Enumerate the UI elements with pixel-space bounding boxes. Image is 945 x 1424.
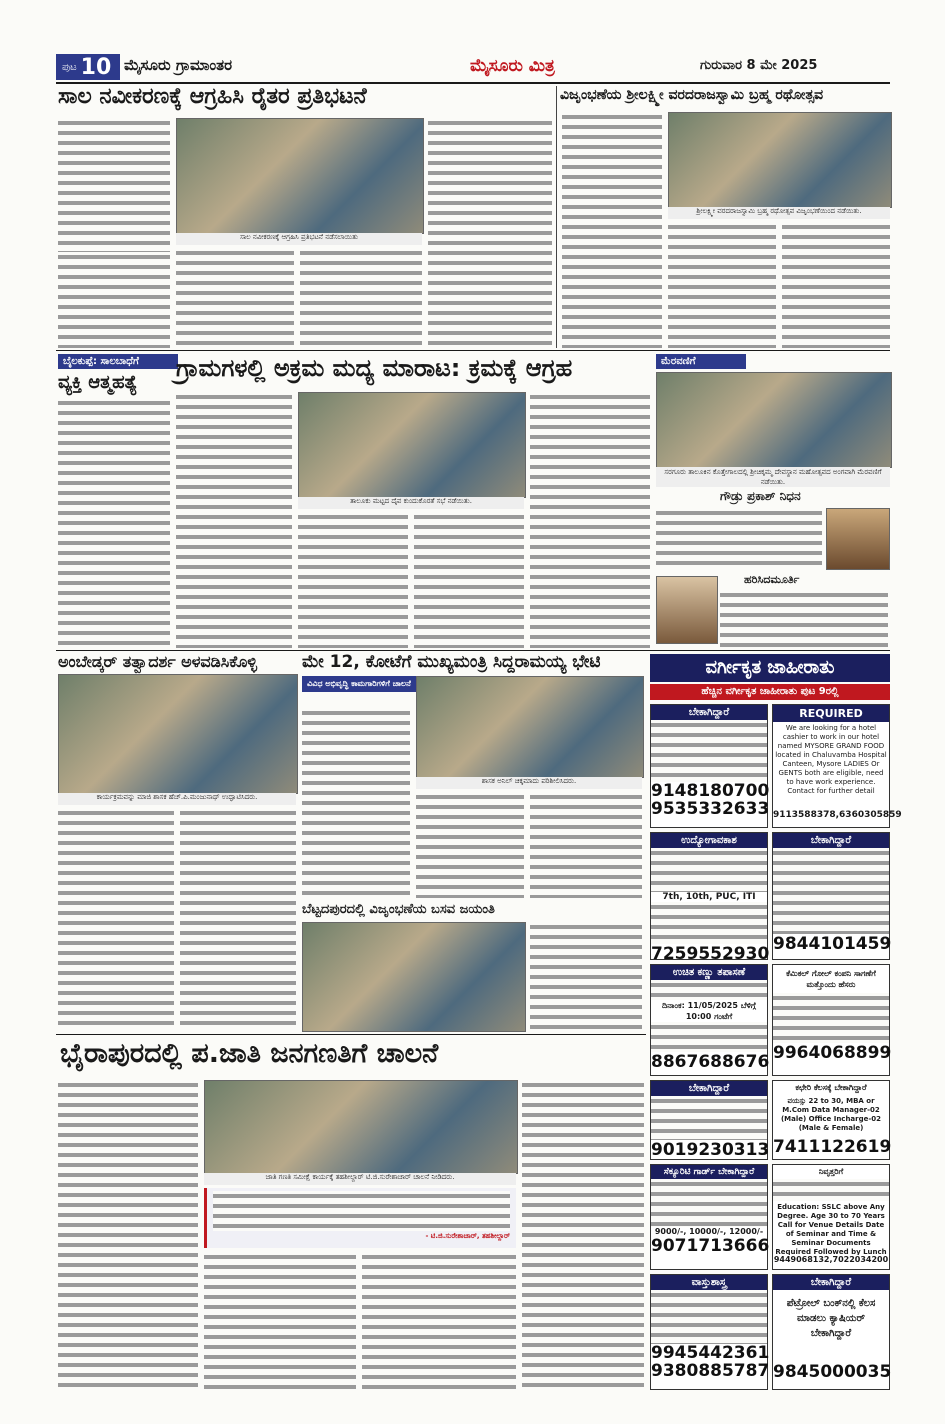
ad-title: ಕಛೇರಿ ಕೆಲಸಕ್ಕೆ ಬೇಕಾಗಿದ್ದಾರೆ	[795, 1083, 867, 1092]
article-body	[58, 398, 170, 648]
label-procession: ಮೆರವಣಿಗೆ	[656, 354, 746, 369]
quote-author: - ಟಿ.ಜಿ.ಸುರೇಶಾಚಾರ್, ತಹಶೀಲ್ದಾರ್	[425, 1232, 510, 1240]
article-body	[720, 590, 888, 648]
headline-loan: ಸಾಲ ನವೀಕರಣಕ್ಕೆ ಆಗ್ರಹಿಸಿ ರೈತರ ಪ್ರತಿಭಟನೆ	[58, 84, 367, 109]
ad-phone: 9844101459	[773, 934, 892, 954]
headline-cm-visit: ಮೇ 12, ಕೋಟೆಗೆ ಮುಖ್ಯಮಂತ್ರಿ ಸಿದ್ದರಾಮಯ್ಯ ಭೇಟಿ	[302, 652, 601, 672]
procession-photo	[656, 372, 892, 468]
classified-ad	[772, 1274, 890, 1390]
photo-caption: ಶ್ರೀಲಕ್ಷ್ಮೀ ವರದರಾಜಸ್ವಾಮಿ ಬ್ರಹ್ಮ ರಥೋತ್ಸವ ವಿಜೃಂಭಣೆಯಿಂದ ನಡೆಯಿತು.	[668, 207, 890, 219]
article-body	[58, 252, 170, 348]
ad-title: ಬೇಕಾಗಿದ್ದಾರೆ	[651, 705, 767, 720]
photo-caption: ಸರಗೂರು ತಾಲೂಕಿನ ಕೊತ್ತೇಗಾಲದಲ್ಲಿ ಶ್ರೀಚಿಕ್ಕಮ್ಮ ದೇವಸ್ಥಾನ ಮಹೋತ್ಸವದ ಅಂಗವಾಗಿ ಮೆರವಣಿಗೆ ನಡೆಯಿತು.	[656, 467, 890, 487]
ad-title: ಉಚಿತ ಕಣ್ಣು ತಪಾಸಣೆ	[651, 965, 767, 980]
photo-caption: ಜಾತಿ ಗಣತಿ ಸಮೀಕ್ಷೆ ಕಾರ್ಯಕ್ಕೆ ತಹಶೀಲ್ದಾರ್ ಟಿ.ಜಿ.ಸುರೇಶಾಚಾರ್ ಚಾಲನೆ ನೀಡಿದರು.	[204, 1173, 516, 1185]
ad-phone: 9845000035	[773, 1362, 892, 1382]
photo-caption: ತಾಲೂಕು ಮಟ್ಟದ ದೈವ ಕುಂದುಕೊರತೆ ಸಭೆ ನಡೆಯಿತು.	[298, 497, 524, 509]
classified-title: ವರ್ಗೀಕೃತ ಜಾಹೀರಾತು	[650, 654, 890, 682]
article-body	[668, 222, 776, 348]
article-body	[414, 512, 524, 648]
ad-body	[651, 1022, 767, 1052]
article-body	[180, 808, 296, 1030]
headline-suicide: ವ್ಯಕ್ತಿ ಆತ್ಮಹತ್ಯೆ	[58, 372, 138, 393]
classified-ad	[772, 704, 902, 828]
photo-caption: ಸಾಲ ನವೀಕರಣಕ್ಕೆ ಆಗ್ರಹಿಸಿ ಪ್ರತಿಭಟನೆ ನಡೆಸಲಾಯಿತು	[176, 233, 422, 245]
ad-body-text: 9000/-, 10000/-, 12000/-	[654, 1227, 764, 1236]
article-body	[58, 118, 170, 252]
ad-phone: 8867688676	[651, 1052, 770, 1072]
article-body	[530, 922, 642, 1030]
article-body	[58, 1080, 198, 1390]
ad-body-text: ದಿನಾಂಕ: 11/05/2025 ಬೆಳಿಗ್ಗೆ 10:00 ಗಂಟೆಗೆ	[662, 1001, 756, 1021]
article-body	[656, 508, 822, 568]
ad-title: REQUIRED	[773, 705, 889, 722]
article-body	[298, 512, 408, 648]
article-body	[782, 222, 890, 348]
ad-body	[773, 1179, 889, 1201]
ad-body	[651, 902, 767, 944]
headline-ambedkar: ಅಂಬೇಡ್ಕರ್ ತತ್ವಾದರ್ಶ ಅಳವಡಿಸಿಕೊಳ್ಳಿ	[58, 652, 258, 671]
classified-ad	[650, 1164, 768, 1270]
ad-phone: 9019230313	[651, 1140, 770, 1160]
ad-phone: 9148180700 9535332633	[651, 781, 770, 819]
ad-body	[651, 1290, 767, 1344]
ad-body: ಪೆಟ್ರೋಲ್ ಬಂಕ್‌ನಲ್ಲಿ ಕೆಲಸ ಮಾಡಲು ಕ್ಯಾಷಿಯರ್ ಬೇಕಾಗಿದ್ದಾರೆ	[786, 1298, 876, 1339]
ad-body	[651, 848, 767, 892]
page-number: 10	[80, 54, 112, 80]
ad-title: ಸೆಕ್ಯೂರಿಟಿ ಗಾರ್ಡ್ ಬೇಕಾಗಿದ್ದಾರೆ	[651, 1165, 767, 1179]
ad-title: ಬೇಕಾಗಿದ್ದಾರೆ	[773, 1275, 889, 1290]
article-body	[522, 1080, 644, 1390]
article-body	[416, 792, 524, 898]
portrait-photo	[826, 508, 890, 570]
page-number-box	[56, 54, 120, 80]
classified-ad	[772, 1080, 890, 1160]
classified-ad	[650, 1274, 768, 1390]
ad-title: ಉದ್ಯೋಗಾವಕಾಶ	[651, 833, 767, 848]
article-body	[530, 792, 642, 898]
quote-text	[213, 1191, 510, 1231]
article-body	[204, 1252, 356, 1390]
ad-phone: 7259552930	[651, 944, 770, 964]
section-title: ಮೈಸೂರು ಗ್ರಾಮಾಂತರ	[124, 56, 233, 74]
ad-title: ಬೇಕಾಗಿದ್ದಾರೆ	[773, 833, 889, 848]
ad-body: ವಯಸ್ಸು 22 to 30, MBA or M.Com Data Manager-02 (Male) Office Incharge-02 (Male & Female)	[780, 1097, 882, 1132]
article-body	[362, 1252, 516, 1390]
classified-ad	[650, 964, 768, 1076]
ad-body	[651, 1179, 767, 1227]
ad-body	[651, 1096, 767, 1140]
meeting-photo	[298, 392, 526, 498]
headline-liquor: ಗ್ರಾಮಗಳಲ್ಲಿ ಅಕ್ರಮ ಮದ್ಯ ಮಾರಾಟ: ಕ್ರಮಕ್ಕೆ ಆಗ್ರಹ	[176, 354, 573, 382]
ad-title: ಕೆಮಿಕಲ್ ಗೋಲ್ ಕಂಪನಿ ಸಾಗಣೆಗೆ ಮತ್ತೊಂದು ಹೆಸರು	[786, 969, 876, 989]
headline-obituary: ಹರಿಸಿದಮೂರ್ತಿ	[744, 573, 800, 586]
ad-body: We are looking for a hotel cashier to work in our hotel named MYSORE GRAND FOOD located in Chaluvamba Hospital Canteen, Mysore LADIES Or GENTS both are eligible, need to have work experience. Contact for further detail	[775, 724, 887, 795]
headline-basava: ಬೆಟ್ಟದಪುರದಲ್ಲಿ ವಿಜೃಂಭಣೆಯ ಬಸವ ಜಯಂತಿ	[302, 902, 495, 917]
column-rule	[556, 86, 557, 348]
classified-subtitle: ಹೆಚ್ಚಿನ ವರ್ಗೀಕೃತ ಜಾಹೀರಾತು ಪುಟ 9ರಲ್ಲಿ	[650, 684, 890, 700]
article-body	[176, 392, 292, 648]
pull-quote	[204, 1188, 516, 1248]
masthead: ಮೈಸೂರು ಮಿತ್ರ	[470, 56, 555, 76]
event-photo	[58, 674, 298, 794]
chariot-photo	[668, 112, 892, 208]
article-body	[58, 808, 174, 1030]
section-rule	[56, 650, 890, 651]
inspection-photo	[416, 676, 644, 778]
ad-body: Education: SSLC above Any Degree. Age 30 to 70 Years Call for Venue Details Date of Seminar and Time & Seminar Documents Required Followed by Lunch	[775, 1203, 887, 1255]
protest-photo	[176, 118, 424, 234]
ad-phone: 7411122619	[773, 1137, 892, 1157]
ad-body	[651, 720, 767, 782]
kicker-suicide: ಬೈಲಕುಪ್ಪೆ: ಸಾಲಬಾಧೆಗೆ	[58, 354, 178, 369]
classified-ad	[772, 832, 890, 960]
issue-date: ಗುರುವಾರ 8 ಮೇ 2025	[700, 58, 818, 73]
celebration-photo	[302, 922, 526, 1032]
ad-body	[651, 980, 767, 1000]
ad-phone: 9449068132,7022034200	[773, 1255, 889, 1264]
ad-phone: 9964068899	[773, 1043, 892, 1063]
classified-ad	[650, 704, 768, 828]
headline-temple: ವಿಜೃಂಭಣೆಯ ಶ್ರೀಲಕ್ಷ್ಮೀ ವರದರಾಜಸ್ವಾಮಿ ಬ್ರಹ್ಮ ರಥೋತ್ಸವ	[560, 87, 824, 103]
census-photo	[204, 1080, 518, 1174]
classified-ad	[772, 1164, 890, 1270]
article-body	[530, 392, 650, 648]
ad-title: ಬೇಕಾಗಿದ್ದಾರೆ	[651, 1081, 767, 1096]
ad-body	[773, 848, 889, 934]
page-label: ಪುಟ	[62, 61, 77, 73]
article-body	[176, 248, 294, 348]
portrait-photo	[656, 576, 718, 644]
ad-phone: 9945442361 9380885787	[651, 1343, 770, 1381]
section-rule	[56, 1034, 646, 1035]
article-body	[562, 112, 662, 348]
section-rule	[56, 350, 890, 351]
ad-title: ನಿವೃತ್ತರಿಗೆ	[818, 1167, 844, 1176]
ad-title: ವಾಸ್ತುಶಾಸ್ತ್ರ	[651, 1275, 767, 1290]
ad-phone: 9071713666	[651, 1236, 770, 1256]
classified-ad	[772, 964, 890, 1076]
headline-obituary: ಗೌಡ್ರು ಪ್ರಕಾಶ್ ನಿಧನ	[720, 489, 801, 503]
subhead-cm: ವಿವಿಧ ಅಭಿವೃದ್ಧಿ ಕಾಮಗಾರಿಗಳಿಗೆ ಚಾಲನೆ	[302, 676, 418, 692]
headline-census: ಭೈರಾಪುರದಲ್ಲಿ ಪ.ಜಾತಿ ಜನಗಣತಿಗೆ ಚಾಲನೆ	[60, 1038, 439, 1069]
ad-phone: 9113588378,6360305859	[773, 810, 902, 820]
classified-ad	[650, 1080, 768, 1160]
article-body	[300, 248, 422, 348]
ad-body-text: 7th, 10th, PUC, ITI	[662, 892, 756, 902]
ad-body	[773, 993, 889, 1043]
photo-caption: ಕಾರ್ಯಕ್ರಮವನ್ನು ಮಾಜಿ ಶಾಸಕ ಹೆಚ್.ಪಿ.ಮಂಜುನಾಥ್ ಉದ್ಘಾಟಿಸಿದರು.	[58, 793, 296, 805]
article-body	[302, 708, 410, 898]
photo-caption: ಶಾಸಕ ಅನಿಲ್ ಚಿಕ್ಕಮಾದು ಪರಿಶೀಲಿಸಿದರು.	[416, 777, 642, 789]
article-body	[428, 118, 552, 348]
classified-ad	[650, 832, 770, 964]
